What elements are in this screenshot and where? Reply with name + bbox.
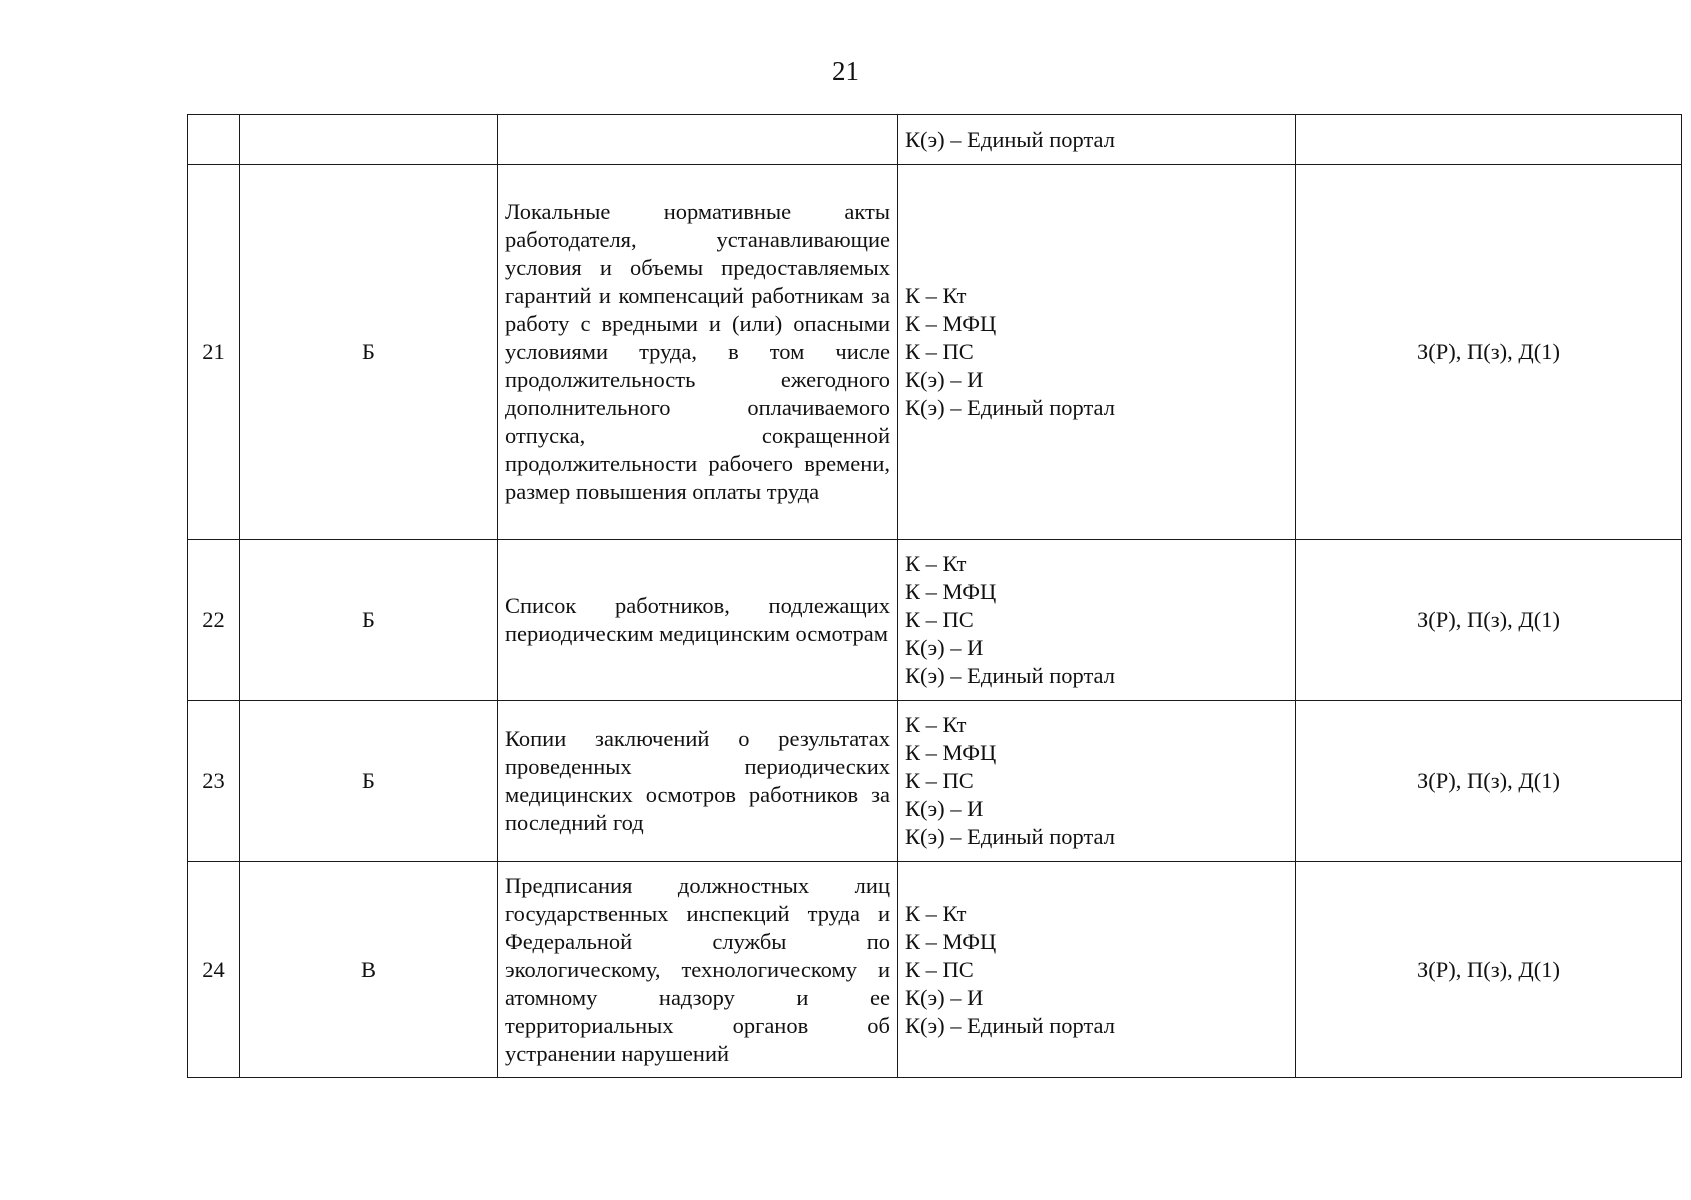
- form-item: К – МФЦ: [905, 579, 997, 604]
- table-row: [188, 165, 1682, 540]
- forms-cell: [898, 862, 1296, 1078]
- table-row: [188, 701, 1682, 862]
- table-row: [188, 862, 1682, 1078]
- form-item: К(э) – Единый портал: [905, 824, 1115, 849]
- page-number: 21: [832, 56, 859, 86]
- row-number: 23: [188, 701, 240, 862]
- form-item: К(э) – Единый портал: [905, 395, 1115, 420]
- form-item: К – ПС: [905, 956, 974, 982]
- form-item: К(э) – Единый портал: [905, 663, 1115, 688]
- form-item: К – Кт: [905, 551, 967, 576]
- form-item: К(э) – Единый портал: [905, 126, 1115, 152]
- form-item: К – МФЦ: [905, 928, 997, 954]
- document-name: Список работников, подлежащих периодическим медицинским осмотрам: [498, 540, 898, 701]
- form-item: К – Кт: [905, 712, 967, 737]
- row-number: 21: [188, 165, 240, 540]
- forms-cell: [898, 701, 1296, 862]
- document-name: Локальные нормативные акты работодателя, устанавливающие условия и объемы предоставляемых гарантий и компенсаций работникам за работу с вредными и (или) опасными условиями труда, в том числе продолжительность ежегодного дополнительного оплачиваемого отпуска, сокращенной продолжительности рабочего времени, размер повышения оплаты труда: [498, 165, 898, 540]
- document-cell: [498, 115, 898, 165]
- category: Б: [240, 701, 498, 862]
- form-item: К(э) – Единый портал: [905, 1012, 1115, 1038]
- form-item: К – МФЦ: [905, 740, 997, 765]
- document-name: Копии заключений о результатах проведенных периодических медицинских осмотров работников за последний год: [498, 701, 898, 862]
- category: В: [240, 862, 498, 1078]
- form-item: К(э) – И: [905, 367, 984, 392]
- table-row: [188, 540, 1682, 701]
- category: Б: [240, 165, 498, 540]
- table-row-continuation: [188, 115, 1682, 165]
- form-item: К – Кт: [905, 900, 967, 926]
- forms-cell: [898, 165, 1296, 540]
- requirements: З(Р), П(з), Д(1): [1296, 165, 1682, 540]
- form-item: К(э) – И: [905, 796, 984, 821]
- form-item: К – ПС: [905, 768, 974, 793]
- form-item: К(э) – И: [905, 635, 984, 660]
- form-item: К – МФЦ: [905, 311, 997, 336]
- form-item: К(э) – И: [905, 984, 984, 1010]
- category: Б: [240, 540, 498, 701]
- row-number: 22: [188, 540, 240, 701]
- forms-cell: [898, 540, 1296, 701]
- forms-cell: [898, 115, 1296, 165]
- requirements: З(Р), П(з), Д(1): [1296, 540, 1682, 701]
- row-number-cell: [188, 115, 240, 165]
- requirements: З(Р), П(з), Д(1): [1296, 701, 1682, 862]
- documents-table: [187, 114, 1682, 1078]
- form-item: К – Кт: [905, 283, 967, 308]
- requirements: З(Р), П(з), Д(1): [1296, 862, 1682, 1078]
- requirements-cell: [1296, 115, 1682, 165]
- form-item: К – ПС: [905, 339, 974, 364]
- form-item: К – ПС: [905, 607, 974, 632]
- category-cell: [240, 115, 498, 165]
- row-number: 24: [188, 862, 240, 1078]
- document-name: Предписания должностных лиц государственных инспекций труда и Федеральной службы по экологическому, технологическому и атомному надзору и ее территориальных органов об устранении нарушений: [498, 862, 898, 1078]
